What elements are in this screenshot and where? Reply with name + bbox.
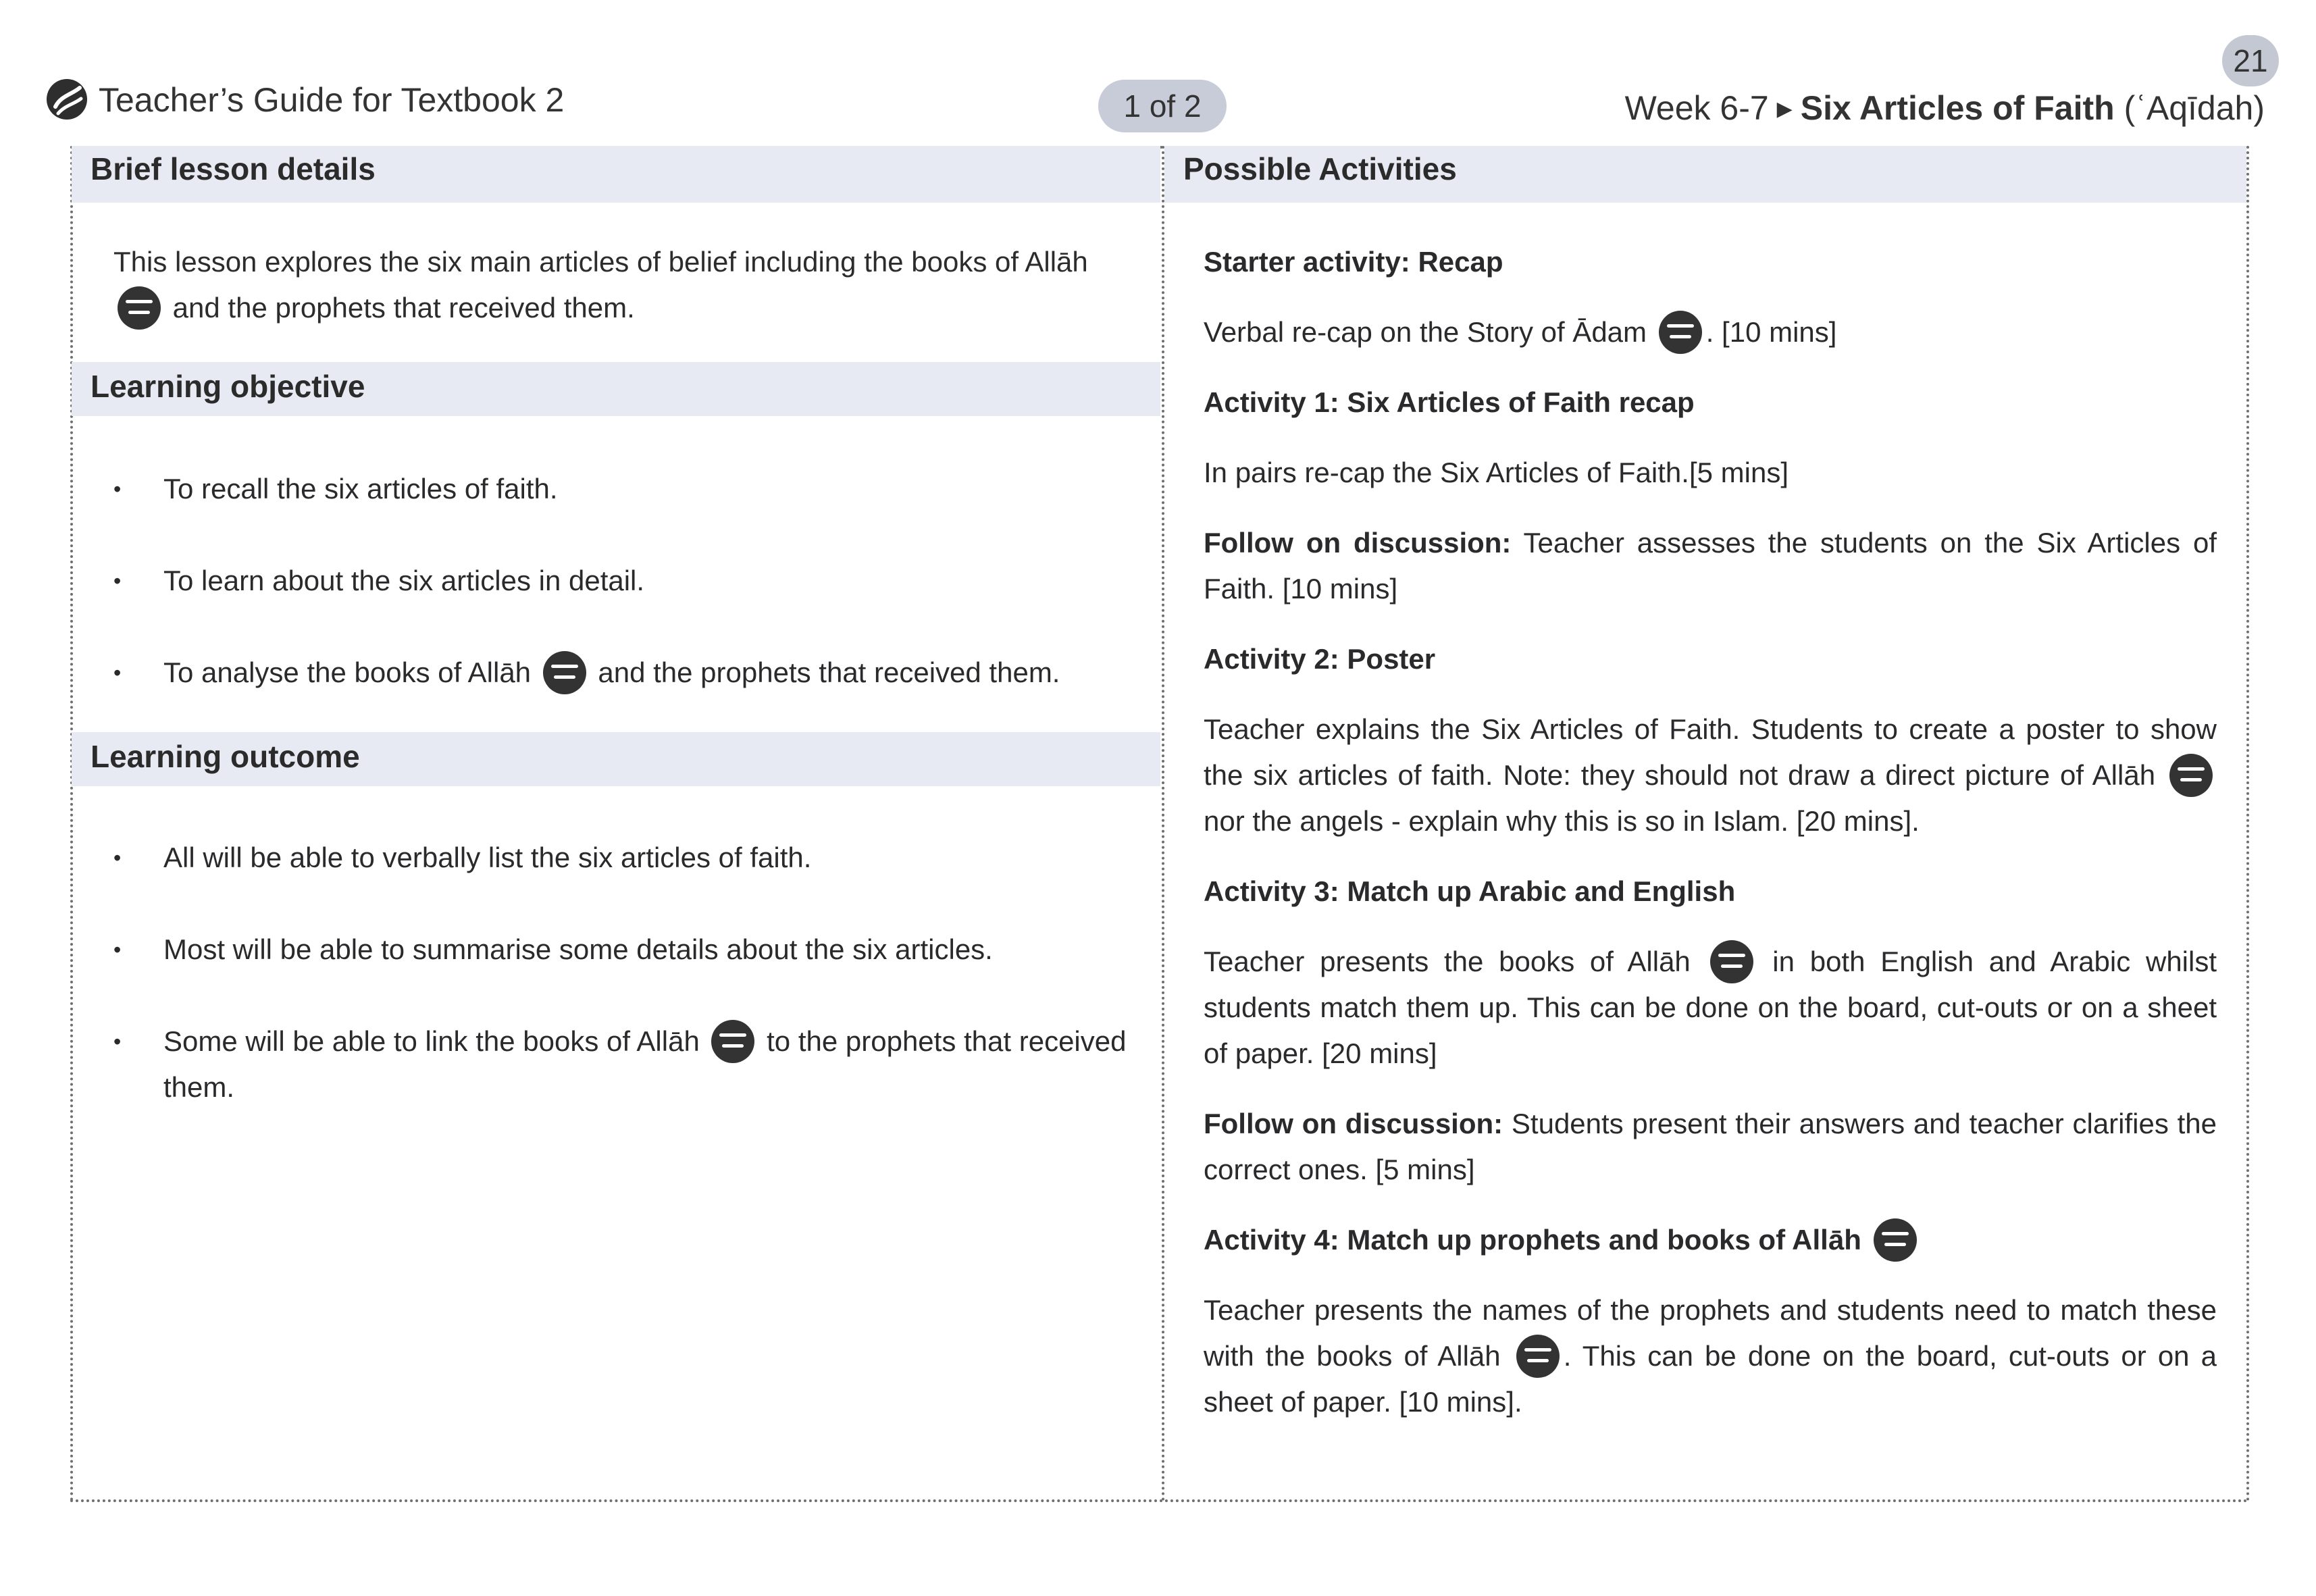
week-topic-line [1625, 88, 2265, 130]
brief-text [113, 239, 1140, 331]
brief-heading: Brief lesson details [72, 146, 1160, 203]
activity-4-text: Teacher presents the names of the prophets and students need to match these with the books of Allāh . This can be done on the board, cut-outs or on a sheet of paper. [10 mins]. [1204, 1294, 2217, 1418]
brief-text-2: and the prophets that received them. [172, 292, 635, 324]
honorific-icon [1710, 940, 1753, 983]
honorific-icon [1516, 1335, 1560, 1378]
list-item: • To analyse the books of Allāh and the prophets that received them. [113, 650, 1140, 696]
activity-3-text: Teacher presents the books of Allāh in both English and Arabic whilst students match them up. This can be done on the board, cut-outs or on a sheet of paper. [20 mins] [1204, 939, 2217, 1077]
honorific-icon [1659, 311, 1702, 354]
activity-4-title: Activity 4: Match up prophets and books of Allāh [1204, 1217, 2217, 1263]
week-label: Week 6-7 [1624, 89, 1769, 127]
activities-column [1204, 239, 2217, 1449]
honorific-icon [711, 1020, 754, 1063]
honorific-icon [2169, 754, 2213, 797]
objective-list [113, 466, 1140, 742]
honorific-icon [1874, 1218, 1917, 1262]
starter-text: Verbal re-cap on the Story of Ādam . [10 mins] [1204, 309, 2217, 355]
list-item: • Some will be able to link the books of Allāh to the prophets that received them. [113, 1019, 1140, 1110]
topic-title: Six Articles of Faith [1800, 89, 2115, 127]
list-item: • To learn about the six articles in detail. [113, 558, 1140, 604]
page-header [0, 0, 2316, 149]
activities-heading: Possible Activities [1164, 146, 2246, 203]
honorific-icon [118, 286, 161, 330]
activity-2-title: Activity 2: Poster [1204, 643, 1436, 675]
topic-arabic: (ʿAqīdah) [2124, 89, 2265, 127]
outcome-list [113, 835, 1140, 1156]
outcome-heading: Learning outcome [72, 732, 1160, 786]
page-number: 21 [2222, 35, 2279, 86]
activity-1-text: In pairs re-cap the Six Articles of Faith.[5 mins] [1204, 457, 1789, 488]
page-indicator: 1 of 2 [1098, 80, 1227, 132]
logo-icon [45, 76, 89, 123]
list-item: • To recall the six articles of faith. [113, 466, 1140, 512]
follow-discussion-1: Follow on discussion: Teacher assesses the students on the Six Articles of Faith. [10 mins] [1204, 527, 2217, 604]
activity-2-text: Teacher explains the Six Articles of Faith. Students to create a poster to show the six articles of faith. Note: they should not draw a direct picture of Allāh nor the angels - explain why this is so in Islam. [20 mins]. [1204, 713, 2217, 837]
list-item: • Most will be able to summarise some details about the six articles. [113, 927, 1140, 973]
column-divider [1162, 146, 1164, 1502]
starter-title: Starter activity: Recap [1204, 246, 1503, 278]
list-item: • All will be able to verbally list the six articles of faith. [113, 835, 1140, 881]
follow-discussion-2: Follow on discussion: Students present their answers and teacher clarifies the correct ones. [5 mins] [1204, 1108, 2217, 1185]
brief-text-1: This lesson explores the six main articles of belief including the books of Allāh [113, 246, 1088, 278]
arrow-right-icon: ▶ [1776, 98, 1793, 120]
guide-title: Teacher’s Guide for Textbook 2 [99, 81, 565, 119]
activity-1-title: Activity 1: Six Articles of Faith recap [1204, 386, 1695, 418]
honorific-icon [543, 651, 586, 694]
activity-3-title: Activity 3: Match up Arabic and English [1204, 875, 1736, 907]
objective-heading: Learning objective [72, 362, 1160, 416]
